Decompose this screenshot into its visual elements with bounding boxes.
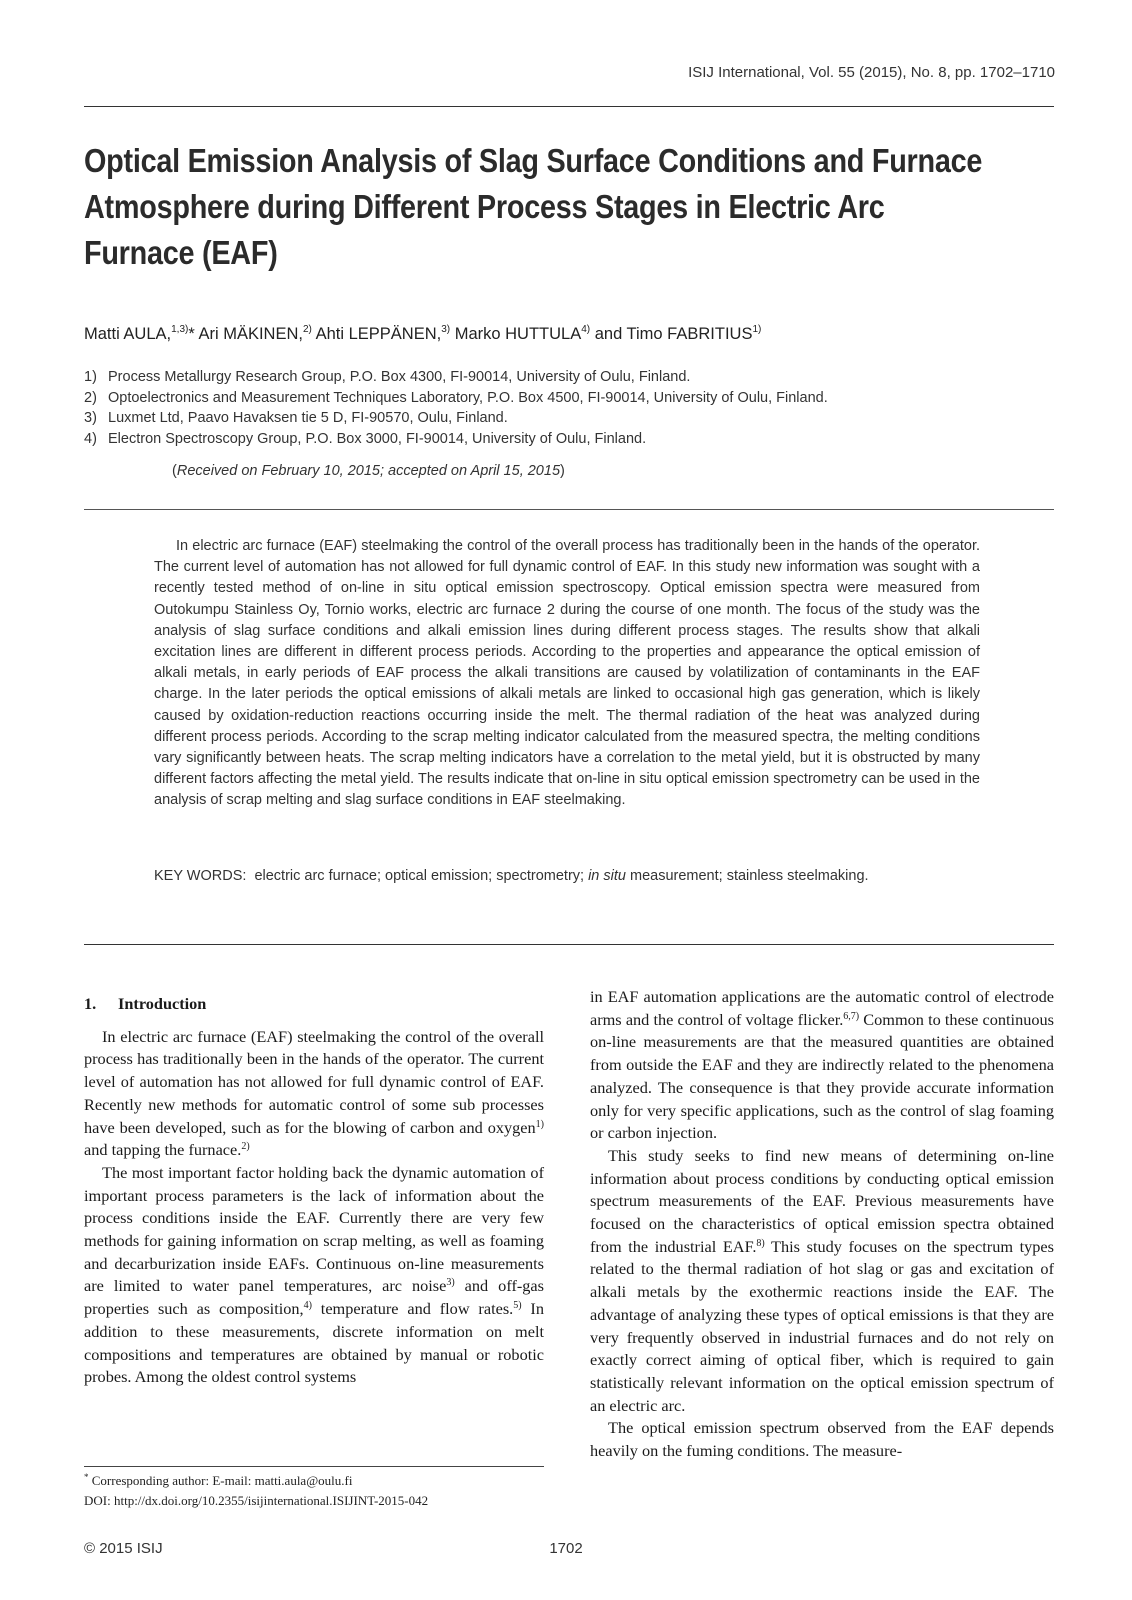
citation-ref: 4) — [303, 1300, 312, 1312]
received-close-paren: ) — [560, 463, 565, 479]
keywords — [154, 866, 980, 887]
affiliation-text: Electron Spectroscopy Group, P.O. Box 3000, FI-90014, University of Oulu, Finland. — [108, 430, 647, 447]
header-rule — [84, 106, 1054, 107]
affiliation-number: 4) — [84, 430, 97, 447]
paragraph-text: In electric arc furnace (EAF) steelmaking the control of the overall process has traditionally been in the hands of the operator. The current level of automation has not allowed for full dynamic control of EAF. Recently new methods for automatic control of some sub processes have been developed, such as for the blowing of carbon and oxygen — [84, 1026, 544, 1137]
abstract-top-rule — [84, 509, 1054, 510]
paragraph-text: and off-gas properties such as composition, — [84, 1276, 544, 1319]
abstract-bottom-rule — [84, 944, 1054, 945]
section-number: 1. — [84, 994, 97, 1013]
corresponding-author-text: Corresponding author: E-mail: matti.aula@oulu.fi — [88, 1473, 353, 1488]
author-name: Marko HUTTULA — [454, 325, 582, 343]
affiliation-item — [84, 408, 828, 429]
author-separator: and — [590, 325, 627, 343]
body-paragraph — [84, 1162, 544, 1389]
paragraph-text: In addition to these measurements, discrete information on melt compositions and temperatures are obtained by manual or robotic probes. Among the oldest control systems — [84, 1299, 544, 1387]
page-number: 1702 — [549, 1540, 583, 1557]
right-column — [590, 986, 1054, 1463]
citation-ref: 3) — [446, 1277, 455, 1289]
title-line: Optical Emission Analysis of Slag Surface Conditions and Furnace — [84, 143, 983, 180]
keywords-label: KEY WORDS: — [154, 868, 247, 884]
section-heading — [84, 993, 544, 1016]
author-affiliation-ref: 2) — [302, 324, 312, 335]
keywords-text-end: measurement; stainless steelmaking. — [625, 868, 869, 884]
received-text: Received on February 10, 2015; accepted on April 15, 2015 — [176, 463, 561, 479]
author-name: Ari MÄKINEN, — [198, 325, 303, 343]
author-affiliation-ref: 1,3) — [171, 324, 189, 335]
affiliation-number: 1) — [84, 369, 97, 385]
author-separator: * — [188, 325, 199, 343]
footnote-mark: * — [84, 1472, 89, 1482]
section-title: Introduction — [118, 994, 207, 1013]
footnote-rule — [84, 1466, 544, 1467]
body-paragraph — [590, 986, 1054, 1145]
left-column — [84, 993, 544, 1389]
citation-ref: 1) — [535, 1118, 544, 1130]
author-list — [84, 325, 761, 344]
journal-citation: ISIJ International, Vol. 55 (2015), No. 8, pp. 1702–1710 — [688, 64, 1055, 81]
doi-note: DOI: http://dx.doi.org/10.2355/isijinternational.ISIJINT-2015-042 — [84, 1493, 429, 1508]
affiliation-item — [84, 367, 828, 388]
author-affiliation-ref: 1) — [752, 324, 762, 335]
abstract: In electric arc furnace (EAF) steelmaking the control of the overall process has traditionally been in the hands of the operator. The current level of automation has not allowed for full dynamic control of EAF. In this study new information was sought with a recently tested method of on-line in situ optical emission spectroscopy. Optical emission spectra were measured from Outokumpu Stainless Oy, Tornio works, electric arc furnace 2 during the course of one month. The focus of the study was the analysis of slag surface conditions and alkali emission lines during different process stages. The results show that alkali excitation lines are different in different process periods. According to the properties and appearance the optical emission of alkali metals, in early periods of EAF process the alkali transitions are caused by volatilization of contaminants in the EAF charge. In the later periods the optical emissions of alkali metals are linked to occasional high gas generation, which is likely caused by oxidation-reduction reactions occurring inside the melt. The thermal radiation of the heat was analyzed during different process periods. According to the scrap melting indicator calculated from the measured spectra, the melting conditions vary significantly between heats. The scrap melting indicators have a correlation to the metal yield, but it is obstructed by many different factors affecting the metal yield. The results indicate that on-line in situ optical emission spectrometry can be used in the analysis of scrap melting and slag surface conditions in EAF steelmaking. — [154, 538, 980, 809]
affiliation-text: Optoelectronics and Measurement Techniques Laboratory, P.O. Box 4500, FI-90014, University of Oulu, Finland. — [108, 389, 828, 406]
author-name: Ahti LEPPÄNEN, — [315, 325, 442, 343]
author-name: Timo FABRITIUS — [626, 325, 753, 343]
paragraph-text: The most important factor holding back the dynamic automation of important process parameters is the lack of information about the process conditions inside the EAF. Currently there are very few methods for gaining information on scrap melting, as well as foaming and decarburization inside EAFs. Continuous on-line measurements are limited to water panel temperatures, arc noise — [84, 1162, 544, 1296]
affiliation-number: 3) — [84, 410, 97, 426]
author-affiliation-ref: 4) — [581, 324, 591, 335]
citation-ref: 8) — [756, 1237, 765, 1249]
paragraph-text: This study seeks to find new means of determining on-line information about process conditions by conducting optical emission spectrum measurements of the EAF. Previous measurements have focused on the characteristics of optical emission spectra obtained from the industrial EAF. — [590, 1145, 1054, 1256]
author-name: Matti AULA, — [84, 325, 172, 343]
citation-ref: 5) — [513, 1300, 522, 1312]
body-paragraph — [590, 1417, 1054, 1462]
keywords-text: electric arc furnace; optical emission; spectrometry; — [254, 868, 589, 884]
footnotes — [84, 1471, 554, 1511]
affiliation-number: 2) — [84, 389, 97, 406]
keywords-italic: in situ — [588, 868, 626, 884]
affiliation-item — [84, 429, 828, 450]
intro-body — [84, 1026, 544, 1389]
affiliation-text: Luxmet Ltd, Paavo Havaksen tie 5 D, FI-90570, Oulu, Finland. — [108, 410, 508, 426]
paper-title — [84, 139, 983, 277]
received-open-paren: ( — [172, 463, 177, 479]
title-line: Furnace (EAF) — [84, 235, 278, 272]
copyright-notice: © 2015 ISIJ — [84, 1540, 163, 1557]
paragraph-text: and tapping the furnace. — [84, 1140, 242, 1160]
received-dates — [172, 463, 565, 479]
title-line: Atmosphere during Different Process Stages in Electric Arc — [84, 189, 885, 226]
paragraph-text: This study focuses on the spectrum types related to the thermal radiation of hot slag or gas and excitation of alkali metals by the exothermic reactions inside the EAF. The advantage of analyzing these types of optical emissions is that they are very frequently observed in industrial furnaces and do not rely on exactly correct aiming of optical fiber, which is required to gain statistically relevant information on the optical emission spectrum of an electric arc. — [590, 1236, 1054, 1415]
paragraph-text: temperature and flow rates. — [311, 1299, 514, 1319]
paragraph-text: in EAF automation applications are the automatic control of electrode arms and the control of voltage flicker. — [590, 987, 1054, 1029]
body-paragraph — [84, 1026, 544, 1162]
paragraph-text: The optical emission spectrum observed from the EAF depends heavily on the fuming conditions. The measure- — [590, 1418, 1054, 1461]
paragraph-text: Common to these continuous on-line measurements are that the measured quantities are obtained from outside the EAF and they are indirectly related to the phenomena analyzed. The consequence is that they provide accurate information only for very specific applications, such as the control of slag foaming or carbon injection. — [590, 1009, 1054, 1143]
author-affiliation-ref: 3) — [441, 324, 451, 335]
citation-ref: 2) — [241, 1141, 250, 1153]
corresponding-author-note — [84, 1471, 554, 1491]
affiliation-text: Process Metallurgy Research Group, P.O. Box 4300, FI-90014, University of Oulu, Finland. — [108, 369, 691, 385]
affiliation-list — [84, 367, 828, 449]
affiliation-item — [84, 388, 828, 409]
body-paragraph — [590, 1145, 1054, 1417]
citation-ref: 6,7) — [843, 1010, 860, 1022]
